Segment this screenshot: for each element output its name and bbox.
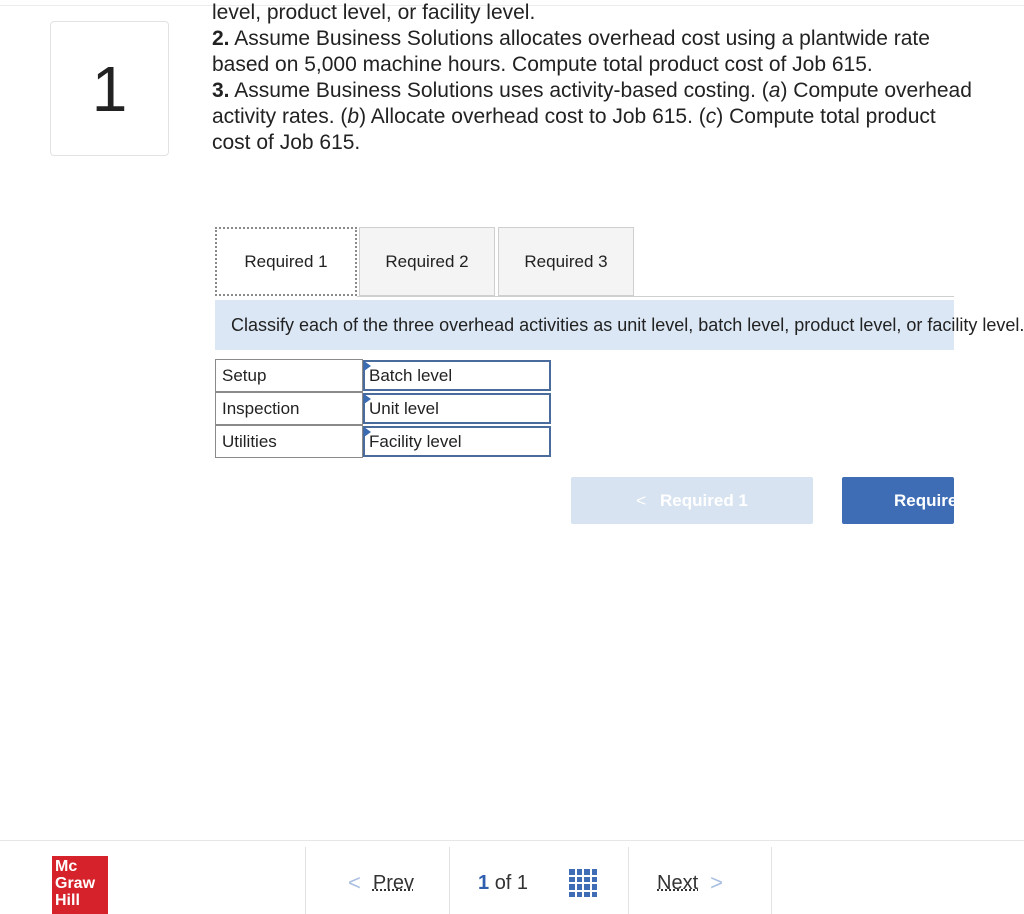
chevron-left-icon: < (348, 870, 361, 895)
level-dropdown[interactable] (363, 360, 551, 391)
level-dropdown[interactable] (363, 393, 551, 424)
next-required-label: Required 2 (894, 490, 982, 510)
tab-required-1[interactable]: Required 1 (215, 227, 357, 296)
next-button[interactable] (657, 870, 735, 896)
previous-required-label: Required 1 (660, 490, 748, 510)
dropdown-indicator-icon (364, 427, 371, 437)
q3-text-c: ) Allocate overhead cost to Job 615. ( (359, 105, 706, 128)
dropdown-value: Facility level (369, 432, 462, 451)
question-number: 1 (50, 21, 169, 156)
prompt-q2 (212, 26, 972, 78)
q3-text-b: ) Compute overhead activity rates. ( (212, 79, 972, 128)
logo-line: Mc (55, 858, 78, 875)
activity-label: Setup (215, 359, 363, 392)
mcgraw-hill-logo (52, 856, 108, 914)
footer-separator (449, 847, 450, 914)
footer-separator (771, 847, 772, 914)
footer-separator (628, 847, 629, 914)
tab-divider (357, 296, 954, 297)
prev-label: Prev (372, 871, 414, 894)
activity-value-cell (363, 425, 552, 458)
q3-text-a: Assume Business Solutions uses activity-based costing. ( (229, 79, 769, 102)
footer-separator (305, 847, 306, 914)
activity-value-cell (363, 392, 552, 425)
table-row (215, 359, 552, 392)
chevron-right-icon: > (710, 870, 723, 895)
table-row (215, 425, 552, 458)
q2-number: 2. (212, 27, 230, 50)
q3-b: b (347, 105, 360, 128)
previous-required-button[interactable] (571, 477, 813, 524)
next-label: Next (657, 871, 699, 894)
footer-divider (0, 840, 1024, 841)
logo-line: Graw (55, 875, 96, 892)
tab-required-3[interactable]: Required 3 (498, 227, 634, 296)
instruction-banner: Classify each of the three overhead activities as unit level, batch level, product level, or facility level. (215, 300, 954, 350)
tab-required-2[interactable]: Required 2 (359, 227, 495, 296)
prompt-q3 (212, 78, 972, 156)
activity-label: Inspection (215, 392, 363, 425)
q3-text-d: ) Compute total product cost of Job 615. (212, 105, 936, 154)
classification-table (215, 359, 552, 458)
dropdown-indicator-icon (364, 394, 371, 404)
prev-button[interactable] (336, 870, 414, 896)
activity-label: Utilities (215, 425, 363, 458)
chevron-left-icon: < (636, 490, 647, 510)
next-required-button[interactable] (842, 477, 982, 524)
grid-icon[interactable] (569, 869, 597, 897)
dropdown-value: Batch level (369, 366, 453, 385)
question-prompt (212, 0, 972, 156)
page-total: of 1 (494, 872, 529, 894)
logo-line: Hill (55, 892, 80, 909)
dropdown-value: Unit level (369, 399, 439, 418)
q3-c: c (705, 105, 717, 128)
q3-number: 3. (212, 79, 230, 102)
level-dropdown[interactable] (363, 426, 551, 457)
page-indicator (478, 872, 528, 895)
q3-a: a (768, 79, 781, 102)
table-row (215, 392, 552, 425)
page-current: 1 (478, 872, 490, 894)
dropdown-indicator-icon (364, 361, 371, 371)
q2-text: Assume Business Solutions allocates overhead cost using a plantwide rate based on 5,000 machine hours. Compute total product cost of Job 615. (212, 27, 930, 76)
prompt-line-0: level, product level, or facility level. (212, 1, 536, 24)
activity-value-cell (363, 359, 552, 392)
